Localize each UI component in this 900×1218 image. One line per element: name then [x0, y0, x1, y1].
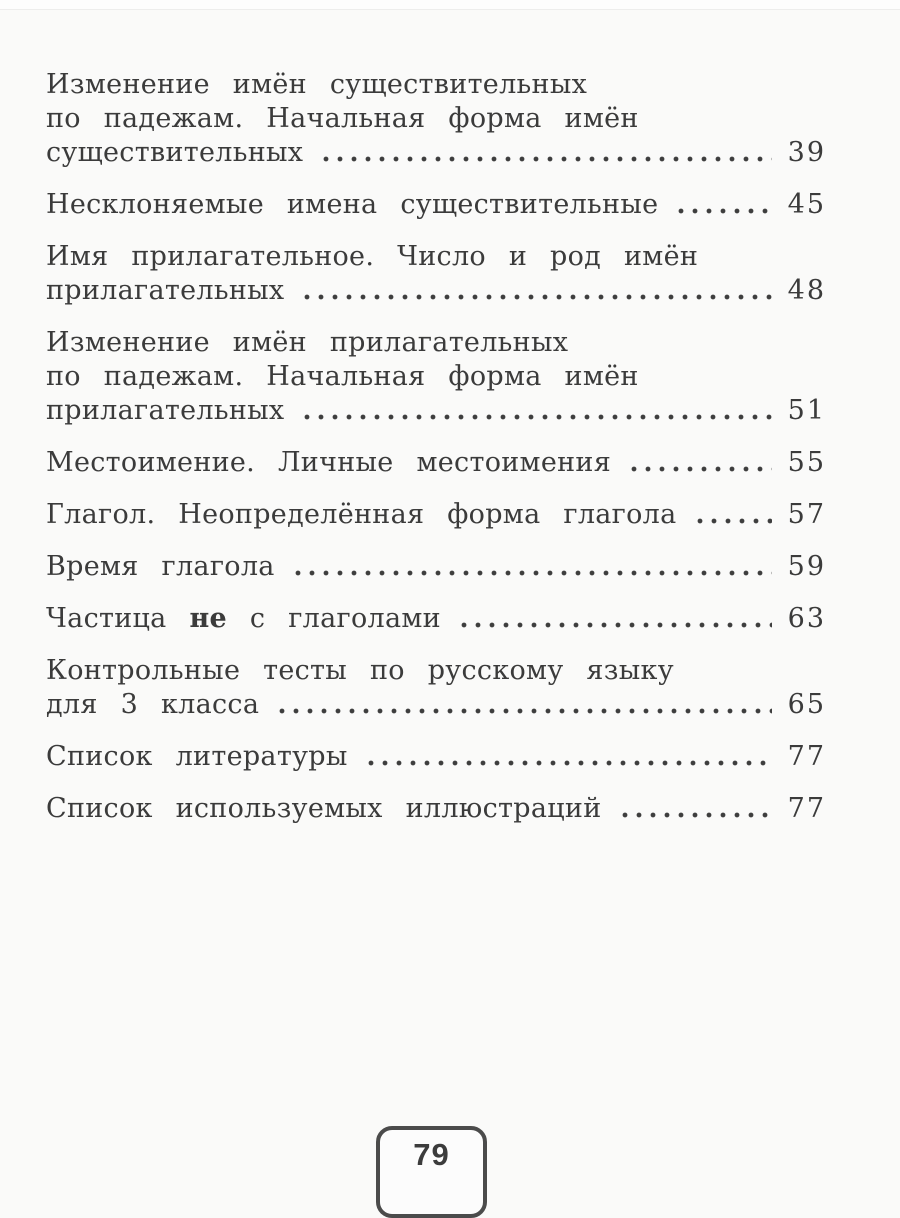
page-number-box: [376, 1126, 487, 1218]
toc-entry-leader-line: [46, 274, 826, 308]
toc-page-number: 57: [787, 499, 826, 530]
dot-leader: [298, 394, 772, 428]
toc-entry-text: прилагательных: [46, 275, 285, 306]
toc-entry-leader-line: [46, 740, 826, 774]
toc-entry-line: Контрольные тесты по русскому языку: [46, 655, 674, 686]
toc-page-number: 65: [787, 689, 826, 720]
toc-entry-line: Имя прилагательное. Число и род имён: [46, 241, 699, 272]
toc-page-number: 55: [787, 447, 826, 478]
toc-entry-leader-line: [46, 792, 826, 826]
toc-entry-leader-line: [46, 188, 826, 222]
dot-leader: [672, 188, 772, 222]
toc-entry: [46, 68, 826, 170]
toc-entry-line: по падежам. Начальная форма имён: [46, 361, 639, 392]
toc-entry-leader-line: [46, 688, 826, 722]
dot-leader: [455, 602, 772, 636]
dot-leader: [625, 446, 772, 480]
dot-leader: [362, 740, 772, 774]
toc-text-segment: с глаголами: [249, 603, 441, 634]
toc-text-segment: Частица: [46, 603, 167, 634]
toc-entry-text: Время глагола: [46, 551, 275, 582]
toc-entry: [46, 498, 826, 532]
toc-entry-text: для 3 класса: [46, 689, 260, 720]
scan-top-edge: [0, 0, 900, 10]
toc-entry-leader-line: [46, 446, 826, 480]
dot-leader: [298, 274, 772, 308]
dot-leader: [273, 688, 772, 722]
toc-entry: [46, 602, 826, 636]
toc-entry-text: Глагол. Неопределённая форма глагола: [46, 499, 677, 530]
toc-entry-leader-line: [46, 550, 826, 584]
toc-entry-leader-line: [46, 136, 826, 170]
toc-entry-text: [46, 602, 441, 636]
toc-entry-line: Изменение имён прилагательных: [46, 327, 569, 358]
toc-entry-text: Список используемых иллюстраций: [46, 793, 602, 824]
toc-entry-text: Список литературы: [46, 741, 348, 772]
dot-leader: [317, 136, 772, 170]
toc-page-number: 63: [787, 603, 826, 634]
dot-leader: [289, 550, 772, 584]
toc-entry: [46, 326, 826, 428]
toc-page-number: 48: [787, 275, 826, 306]
toc-page-number: 77: [787, 793, 826, 824]
toc-entry-text: Несклоняемые имена существительные: [46, 189, 659, 220]
toc-entry: [46, 550, 826, 584]
toc-entry-line: Изменение имён существительных: [46, 69, 588, 100]
toc-entry: [46, 792, 826, 826]
toc-entry: [46, 446, 826, 480]
toc-entry-leader-line: [46, 498, 826, 532]
toc-entry-leader-line: [46, 602, 826, 636]
page-number: 79: [413, 1137, 450, 1172]
table-of-contents: [46, 68, 826, 844]
toc-page-number: 51: [787, 395, 826, 426]
toc-text-bold-segment: не: [189, 603, 228, 634]
toc-page-number: 45: [787, 189, 826, 220]
toc-entry-text: существительных: [46, 137, 304, 168]
dot-leader: [691, 498, 772, 532]
toc-entry: [46, 188, 826, 222]
toc-entry-leader-line: [46, 394, 826, 428]
dot-leader: [616, 792, 773, 826]
toc-entry-text: Местоимение. Личные местоимения: [46, 447, 612, 478]
toc-entry-line: по падежам. Начальная форма имён: [46, 103, 639, 134]
toc-page-number: 77: [787, 741, 826, 772]
toc-page-number: 39: [787, 137, 826, 168]
toc-entry: [46, 740, 826, 774]
toc-entry: [46, 240, 826, 308]
toc-entry: [46, 654, 826, 722]
toc-page-number: 59: [787, 551, 826, 582]
toc-entry-text: прилагательных: [46, 395, 285, 426]
